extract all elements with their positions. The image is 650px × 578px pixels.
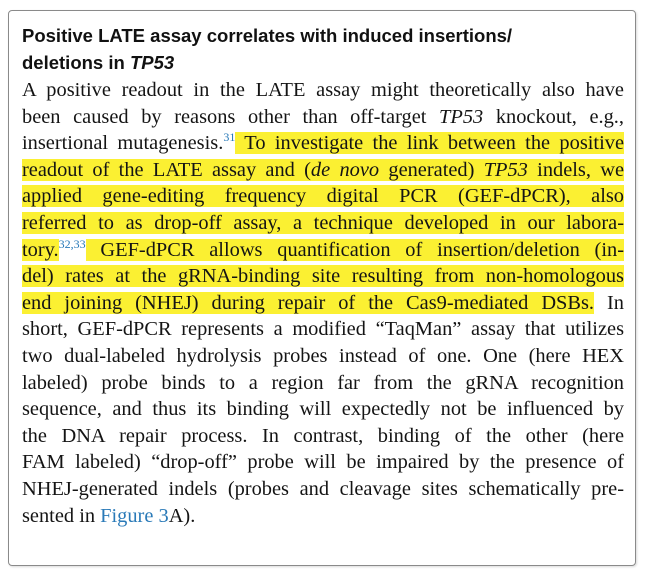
paragraph-line: NHEJ-generated indels (probes and cleavage sites schematically pre- xyxy=(22,477,624,500)
text-span: generated) xyxy=(379,158,484,181)
highlighted-text: tory. xyxy=(22,238,59,261)
reference-citation[interactable]: 32,33 xyxy=(58,236,86,251)
italic-term: de novo xyxy=(310,158,380,181)
highlighted-text: end joining (NHEJ) during repair of the Cas9-mediated DSBs. xyxy=(22,291,595,314)
paragraph-line xyxy=(22,210,624,237)
highlighted-text: referred to as drop-off assay, a technique developed in our labora- xyxy=(22,211,624,234)
paragraph-line: two dual-labeled hydrolysis probes instead of one. One (here HEX xyxy=(22,344,624,367)
paragraph-line: the DNA repair process. In contrast, binding of the other (here xyxy=(22,424,624,447)
reference-citation[interactable]: 31 xyxy=(223,130,236,145)
body-paragraph xyxy=(22,77,624,529)
highlighted-text xyxy=(22,159,624,181)
section-heading xyxy=(22,22,622,76)
gene-name: TP53 xyxy=(439,105,484,128)
highlighted-text: del) rates at the gRNA-binding site resulting from non-homologous xyxy=(22,265,624,288)
highlighted-text: applied gene-editing frequency digital PCR (GEF-dPCR), also xyxy=(22,185,624,208)
text-span: been caused by reasons other than off-target xyxy=(22,105,440,128)
paragraph-line xyxy=(22,157,624,184)
heading-text: deletions in xyxy=(22,52,130,73)
text-span: In xyxy=(594,291,624,314)
heading-line-1: Positive LATE assay correlates with induced insertions/ xyxy=(22,25,513,46)
paragraph-line xyxy=(22,104,624,131)
paragraph-line: short, GEF-dPCR represents a modified “TaqMan” assay that utilizes xyxy=(22,318,624,341)
paragraph-line xyxy=(22,503,624,530)
heading-gene-name: TP53 xyxy=(129,52,175,73)
heading-line-2 xyxy=(22,49,622,76)
text-span: insertional mutagenesis. xyxy=(22,132,224,155)
highlighted-text: To investigate the link between the positive xyxy=(235,132,624,155)
gene-name: TP53 xyxy=(483,158,528,181)
text-span: knockout, e.g., xyxy=(483,105,624,128)
highlighted-text: GEF-dPCR allows quantification of insertion/deletion (in- xyxy=(85,238,624,261)
paragraph-line xyxy=(22,263,624,290)
figure-link[interactable]: Figure 3 xyxy=(100,504,169,527)
paragraph-line: A positive readout in the LATE assay might theoretically also have xyxy=(22,79,624,101)
paragraph-line: labeled) probe binds to a region far from the gRNA recognition xyxy=(22,371,624,394)
text-span: indels, we xyxy=(527,158,625,181)
paragraph-line xyxy=(22,183,624,210)
paragraph-line xyxy=(22,130,624,157)
paragraph-line: FAM labeled) “drop-off” probe will be impaired by the presence of xyxy=(22,451,624,474)
text-span: readout of the LATE assay and ( xyxy=(22,158,311,181)
paragraph-line xyxy=(22,290,624,317)
paragraph-line: sequence, and thus its binding will expectedly not be influenced by xyxy=(22,398,624,421)
text-span: A). xyxy=(168,504,196,527)
text-span: sented in xyxy=(22,504,101,527)
paragraph-line xyxy=(22,237,624,264)
